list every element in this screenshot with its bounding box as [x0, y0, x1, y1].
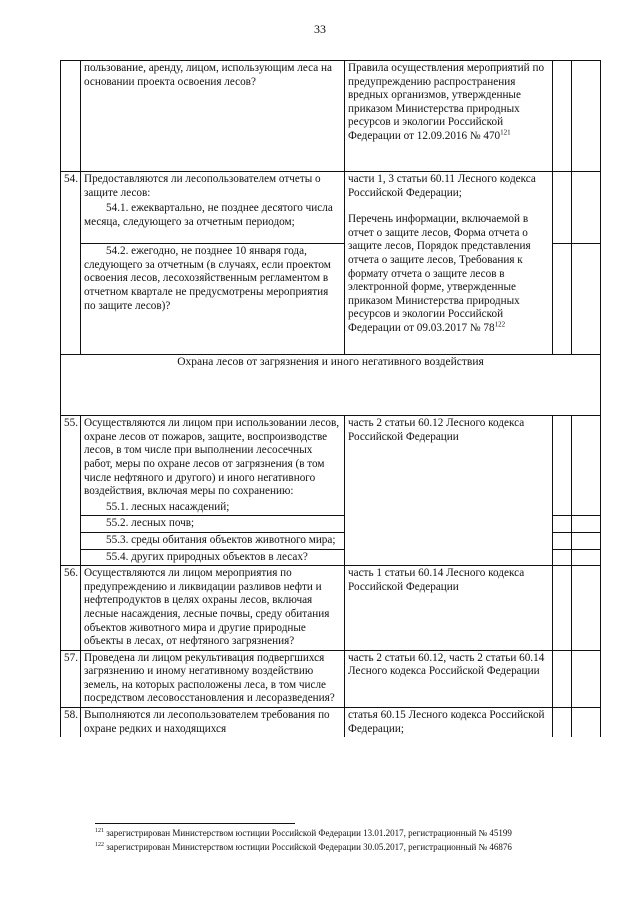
subitem-55-2: 55.2. лесных почв;: [81, 516, 345, 533]
question-cell: Выполняются ли лесопользователем требования по охране редких и находящихся: [81, 708, 345, 738]
row-number: 56.: [61, 566, 81, 651]
note-cell: [572, 244, 601, 355]
reference-cell: часть 2 статьи 60.12, часть 2 статьи 60.14 Лесного кодекса Российской Федерации: [345, 650, 553, 707]
footnote-ref: 121: [500, 128, 511, 137]
reference-cell: часть 2 статьи 60.12 Лесного кодекса Российской Федерации: [345, 416, 553, 566]
note-cell: [572, 566, 601, 651]
footnote-item: $^{121}$ зарегистрирован Министерством юстиции Российской Федерации 13.01.2017, регистрационный № 45199: [95, 828, 512, 838]
table-row: [61, 355, 601, 416]
footnotes: [95, 826, 615, 854]
question-cell: Осуществляются ли лицом мероприятия по предупреждению и ликвидации разливов нефти и нефтепродуктов в целях охраны лесов, включая лесные насаждения, лесные почвы, среду обитания объектов животного мира и другие природные объекты в лесах, от нефтяного загрязнения?: [81, 566, 345, 651]
note-cell: [572, 549, 601, 566]
note-cell: [572, 172, 601, 244]
check-cell: [553, 416, 572, 516]
subitem-54-2: 54.2. ежегодно, не позднее 10 января года, следующего за отчетным (в случаях, если проектом освоения лесов, лесохозяйственным регламентом в отчетном квартале не предусмотрены мероприятия по защите лесов)?: [81, 244, 345, 355]
table-row: [61, 708, 601, 738]
question-cell: Проведена ли лицом рекультивация подвергшихся загрязнению и иному негативному воздействию земель, на которых расположены леса, в том числе посредством лесовосстановления и лесоразведения?: [81, 650, 345, 707]
note-cell: [572, 650, 601, 707]
check-cell: [553, 549, 572, 566]
check-cell: [553, 650, 572, 707]
question-cell: Предоставляются ли лесопользователем отчеты о защите лесов:: [81, 172, 345, 202]
table-row: [61, 566, 601, 651]
table-row: [61, 416, 601, 500]
section-heading: Охрана лесов от загрязнения и иного негативного воздействия: [61, 355, 601, 416]
footnote-divider: [95, 823, 295, 824]
subitem-55-1: 55.1. лесных насаждений;: [81, 500, 345, 516]
row-number: 54.: [61, 172, 81, 355]
subitem-55-4: 55.4. других природных объектов в лесах?: [81, 549, 345, 566]
reference-cell: статья 60.15 Лесного кодекса Российской Федерации;: [345, 708, 553, 738]
page-number: 33: [314, 22, 326, 36]
check-cell: [553, 566, 572, 651]
subitem-55-3: 55.3. среды обитания объектов животного мира;: [81, 532, 345, 549]
check-cell: [553, 516, 572, 533]
reference-cell: Правила осуществления мероприятий по предупреждению распространения вредных организмов, утвержденные приказом Министерства природных ресурсов и экологии Российской Федерации от 12.09.2016 № $470^{121}$: [345, 61, 553, 172]
question-cell: пользование, аренду, лицом, использующим леса на основании проекта освоения лесов?: [81, 61, 345, 172]
note-cell: [572, 61, 601, 172]
footnote-ref: 122: [494, 320, 506, 329]
table-row: [61, 61, 601, 172]
check-cell: [553, 708, 572, 738]
note-cell: [572, 516, 601, 533]
check-cell: [553, 61, 572, 172]
checklist-table: [60, 60, 601, 737]
footnote-item: $^{122}$ зарегистрирован Министерством юстиции Российской Федерации 30.05.2017, регистрационный № 46876: [95, 842, 512, 852]
reference-cell: части 1, 3 статьи 60.11 Лесного кодекса Российской Федерации; Перечень информации, включаемой в отчет о защите лесов, Форма отчета о защите лесов, Порядок представления отчета о защите лесов, Требования к формату отчета о защите лесов в электронной форме, утвержденные приказом Министерства природных ресурсов и экологии Российской Федерации от 09.03.2017 № $78^{122}$: [345, 172, 553, 355]
note-cell: [572, 532, 601, 549]
table-row: [61, 172, 601, 202]
row-number: 57.: [61, 650, 81, 707]
check-cell: [553, 532, 572, 549]
row-number: 55.: [61, 416, 81, 566]
question-cell: Осуществляются ли лицом при использовании лесов, охране лесов от пожаров, защите, воспроизводстве лесов, в том числе при выполнении лесосечных работ, меры по охране лесов от загрязнения (в том числе нефтяного и другого) и иного негативного воздействия, включая меры по сохранению:: [81, 416, 345, 500]
note-cell: [572, 708, 601, 738]
row-number: 58.: [61, 708, 81, 738]
table-row: [61, 650, 601, 707]
subitem-54-1: 54.1. ежеквартально, не позднее десятого числа месяца, следующего за отчетным периодом;: [81, 201, 345, 244]
check-cell: [553, 172, 572, 244]
note-cell: [572, 416, 601, 516]
check-cell: [553, 244, 572, 355]
reference-cell: часть 1 статьи 60.14 Лесного кодекса Российской Федерации: [345, 566, 553, 651]
